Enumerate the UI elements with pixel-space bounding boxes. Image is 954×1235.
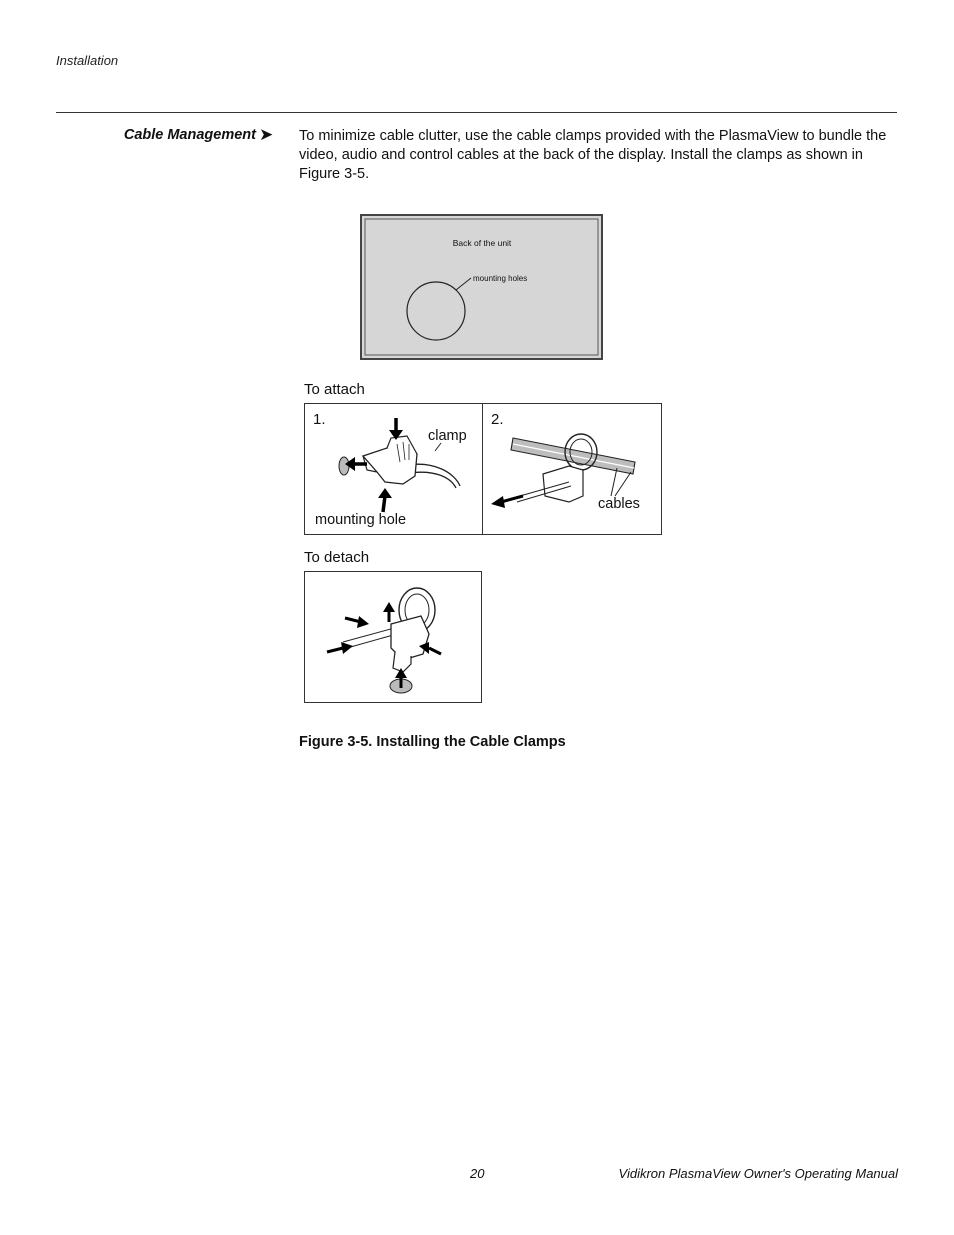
- detach-panel: [304, 571, 482, 703]
- arrow-right-icon: [341, 642, 353, 654]
- mounting-hole-label: mounting hole: [315, 512, 407, 528]
- attach-step1-panel: [304, 403, 484, 535]
- back-of-unit-diagram: [360, 214, 604, 361]
- page-number: 20: [470, 1166, 485, 1181]
- attach-label: To attach: [304, 381, 365, 398]
- section-heading: Cable Management: [123, 127, 256, 143]
- arrow-left-icon: [491, 496, 505, 508]
- body-paragraph: To minimize cable clutter, use the cable clamps provided with the PlasmaView to bundle the video, audio and control cables at the back of the display. Install the clamps as shown in Figure 3-5.: [299, 128, 887, 182]
- detach-label: To detach: [304, 549, 370, 566]
- mounting-holes-label: mounting holes: [473, 274, 528, 283]
- step1-number: 1.: [313, 411, 326, 428]
- step2-number: 2.: [491, 411, 504, 428]
- manual-title: Vidikron PlasmaView Owner's Operating Manual: [618, 1166, 898, 1181]
- figure-caption: Figure 3-5. Installing the Cable Clamps: [299, 734, 566, 750]
- step1-illustration: [305, 404, 483, 534]
- heading-arrow-icon: ➤: [259, 125, 274, 144]
- clamp-label: clamp: [428, 428, 467, 444]
- cables-label: cables: [598, 496, 640, 512]
- arrow-up-icon: [383, 602, 395, 612]
- detach-illustration: [305, 572, 481, 702]
- mounting-hole-shape: [339, 457, 349, 475]
- header-rule: [56, 112, 897, 113]
- mounting-hole-circle: [407, 282, 465, 340]
- unit-title: Back of the unit: [452, 238, 512, 248]
- arrow-up-icon: [378, 488, 392, 498]
- step2-illustration: [483, 404, 661, 534]
- running-header: Installation: [56, 53, 119, 68]
- attach-step2-panel: [482, 403, 662, 535]
- arrow-right-icon: [357, 616, 369, 628]
